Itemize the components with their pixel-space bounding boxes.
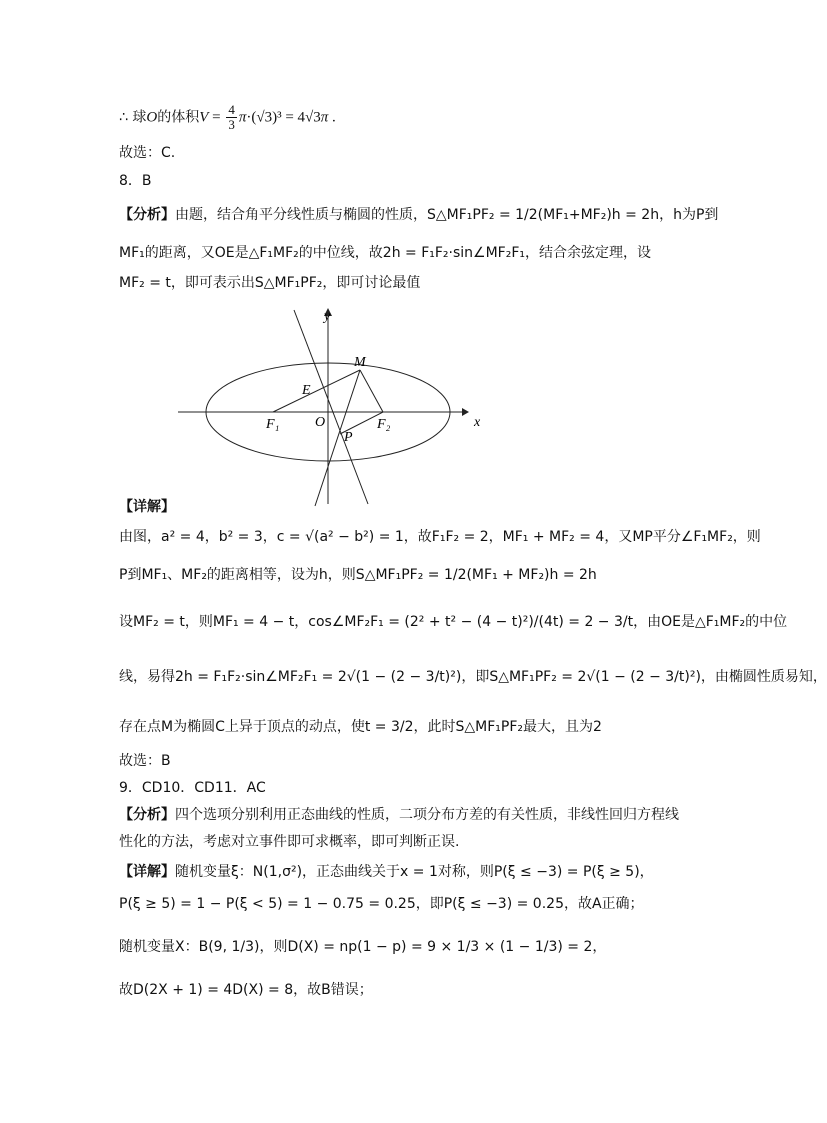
detail-9-line-3: 随机变量X：B(9, 1/3)，则D(X) = np(1 − p) = 9 × 1/3 × (1 − 1/3) = 2， xyxy=(119,939,607,955)
detail-header: 【详解】 xyxy=(119,499,175,515)
detail-line-3: 设MF₂ = t，则MF₁ = 4 − t，cos∠MF₂F₁ = (2² + t² − (4 − t)²)/(4t) = 2 − 3/t，由OE是△F₁MF₂的中位 xyxy=(119,614,788,630)
x-axis-arrow xyxy=(462,408,469,416)
detail-9-line-1 xyxy=(119,862,654,882)
line-oe xyxy=(294,310,368,504)
bisector-mp xyxy=(315,370,360,506)
detail-line-1: 由图，a² = 4，b² = 3，c = √(a² − b²) = 1，故F₁F₂ = 2，MF₁ + MF₂ = 4，又MP平分∠F₁MF₂，则 xyxy=(119,529,761,545)
detail-line-4: 线，易得2h = F₁F₂·sin∠MF₂F₁ = 2√(1 − (2 − 3/t)²)，即S△MF₁PF₂ = 2√(1 − (2 − 3/t)²)，由椭圆性质易知， xyxy=(119,669,827,685)
detail-line-5: 存在点M为椭圆C上异于顶点的动点，使t = 3/2，此时S△MF₁PF₂最大，且为2 xyxy=(119,719,602,735)
analysis-text-1: 由题，结合角平分线性质与椭圆的性质，S△MF₁PF₂ = 1/2(MF₁+MF₂)h = 2h，h为P到 xyxy=(175,207,719,223)
analysis-9-tag: 【分析】 xyxy=(119,807,175,823)
ellipse-figure xyxy=(178,308,481,508)
detail-9-line-4: 故D(2X + 1) = 4D(X) = 8，故B错误； xyxy=(119,982,373,998)
label-o: O xyxy=(315,415,326,430)
label-y: y xyxy=(324,309,331,324)
label-m: M xyxy=(354,355,366,370)
analysis-line-2: MF₁的距离，又OE是△F₁MF₂的中位线，故2h = F₁F₂·sin∠MF₂F₁，结合余弦定理，设 xyxy=(119,245,651,261)
analysis-tag: 【分析】 xyxy=(119,207,175,223)
label-f1: F₁ xyxy=(266,417,280,432)
label-x: x xyxy=(474,415,481,430)
segment-mf2 xyxy=(360,370,383,412)
analysis-9-line-1 xyxy=(119,805,679,825)
detail-line-2: P到MF₁、MF₂的距离相等，设为h，则S△MF₁PF₂ = 1/2(MF₁ + MF₂)h = 2h xyxy=(119,567,597,583)
analysis-9-line-2: 性化的方法，考虑对立事件即可求概率，即可判断正误. xyxy=(119,834,460,850)
detail-9-line-2: P(ξ ≥ 5) = 1 − P(ξ < 5) = 1 − 0.75 = 0.25，即P(ξ ≤ −3) = 0.25，故A正确； xyxy=(119,896,644,912)
analysis-line-1 xyxy=(119,205,718,225)
answer-c: 故选：C. xyxy=(119,145,176,161)
question-8-header: 8．B xyxy=(119,173,152,189)
volume-conclusion: ∴ 球O的体积V = $\frac{4}{3}$ π·(√3)³ = 4√3π . xyxy=(119,102,336,132)
analysis-line-3: MF₂ = t，即可表示出S△MF₁PF₂，即可讨论最值 xyxy=(119,275,421,291)
label-p: P xyxy=(344,430,353,445)
answer-b: 故选：B xyxy=(119,753,171,769)
label-f2: F₂ xyxy=(377,417,391,432)
questions-9-11-answers: 9．CD10．CD11．AC xyxy=(119,780,266,796)
detail-9-text-1: 随机变量ξ：N(1,σ²)，正态曲线关于x = 1对称，则P(ξ ≤ −3) = P(ξ ≥ 5)， xyxy=(175,864,654,880)
segment-mf1 xyxy=(273,370,360,412)
detail-9-tag: 【详解】 xyxy=(119,864,175,880)
label-e: E xyxy=(302,383,311,398)
analysis-9-text-1: 四个选项分别利用正态曲线的性质，二项分布方差的有关性质，非线性回归方程线 xyxy=(175,807,679,823)
